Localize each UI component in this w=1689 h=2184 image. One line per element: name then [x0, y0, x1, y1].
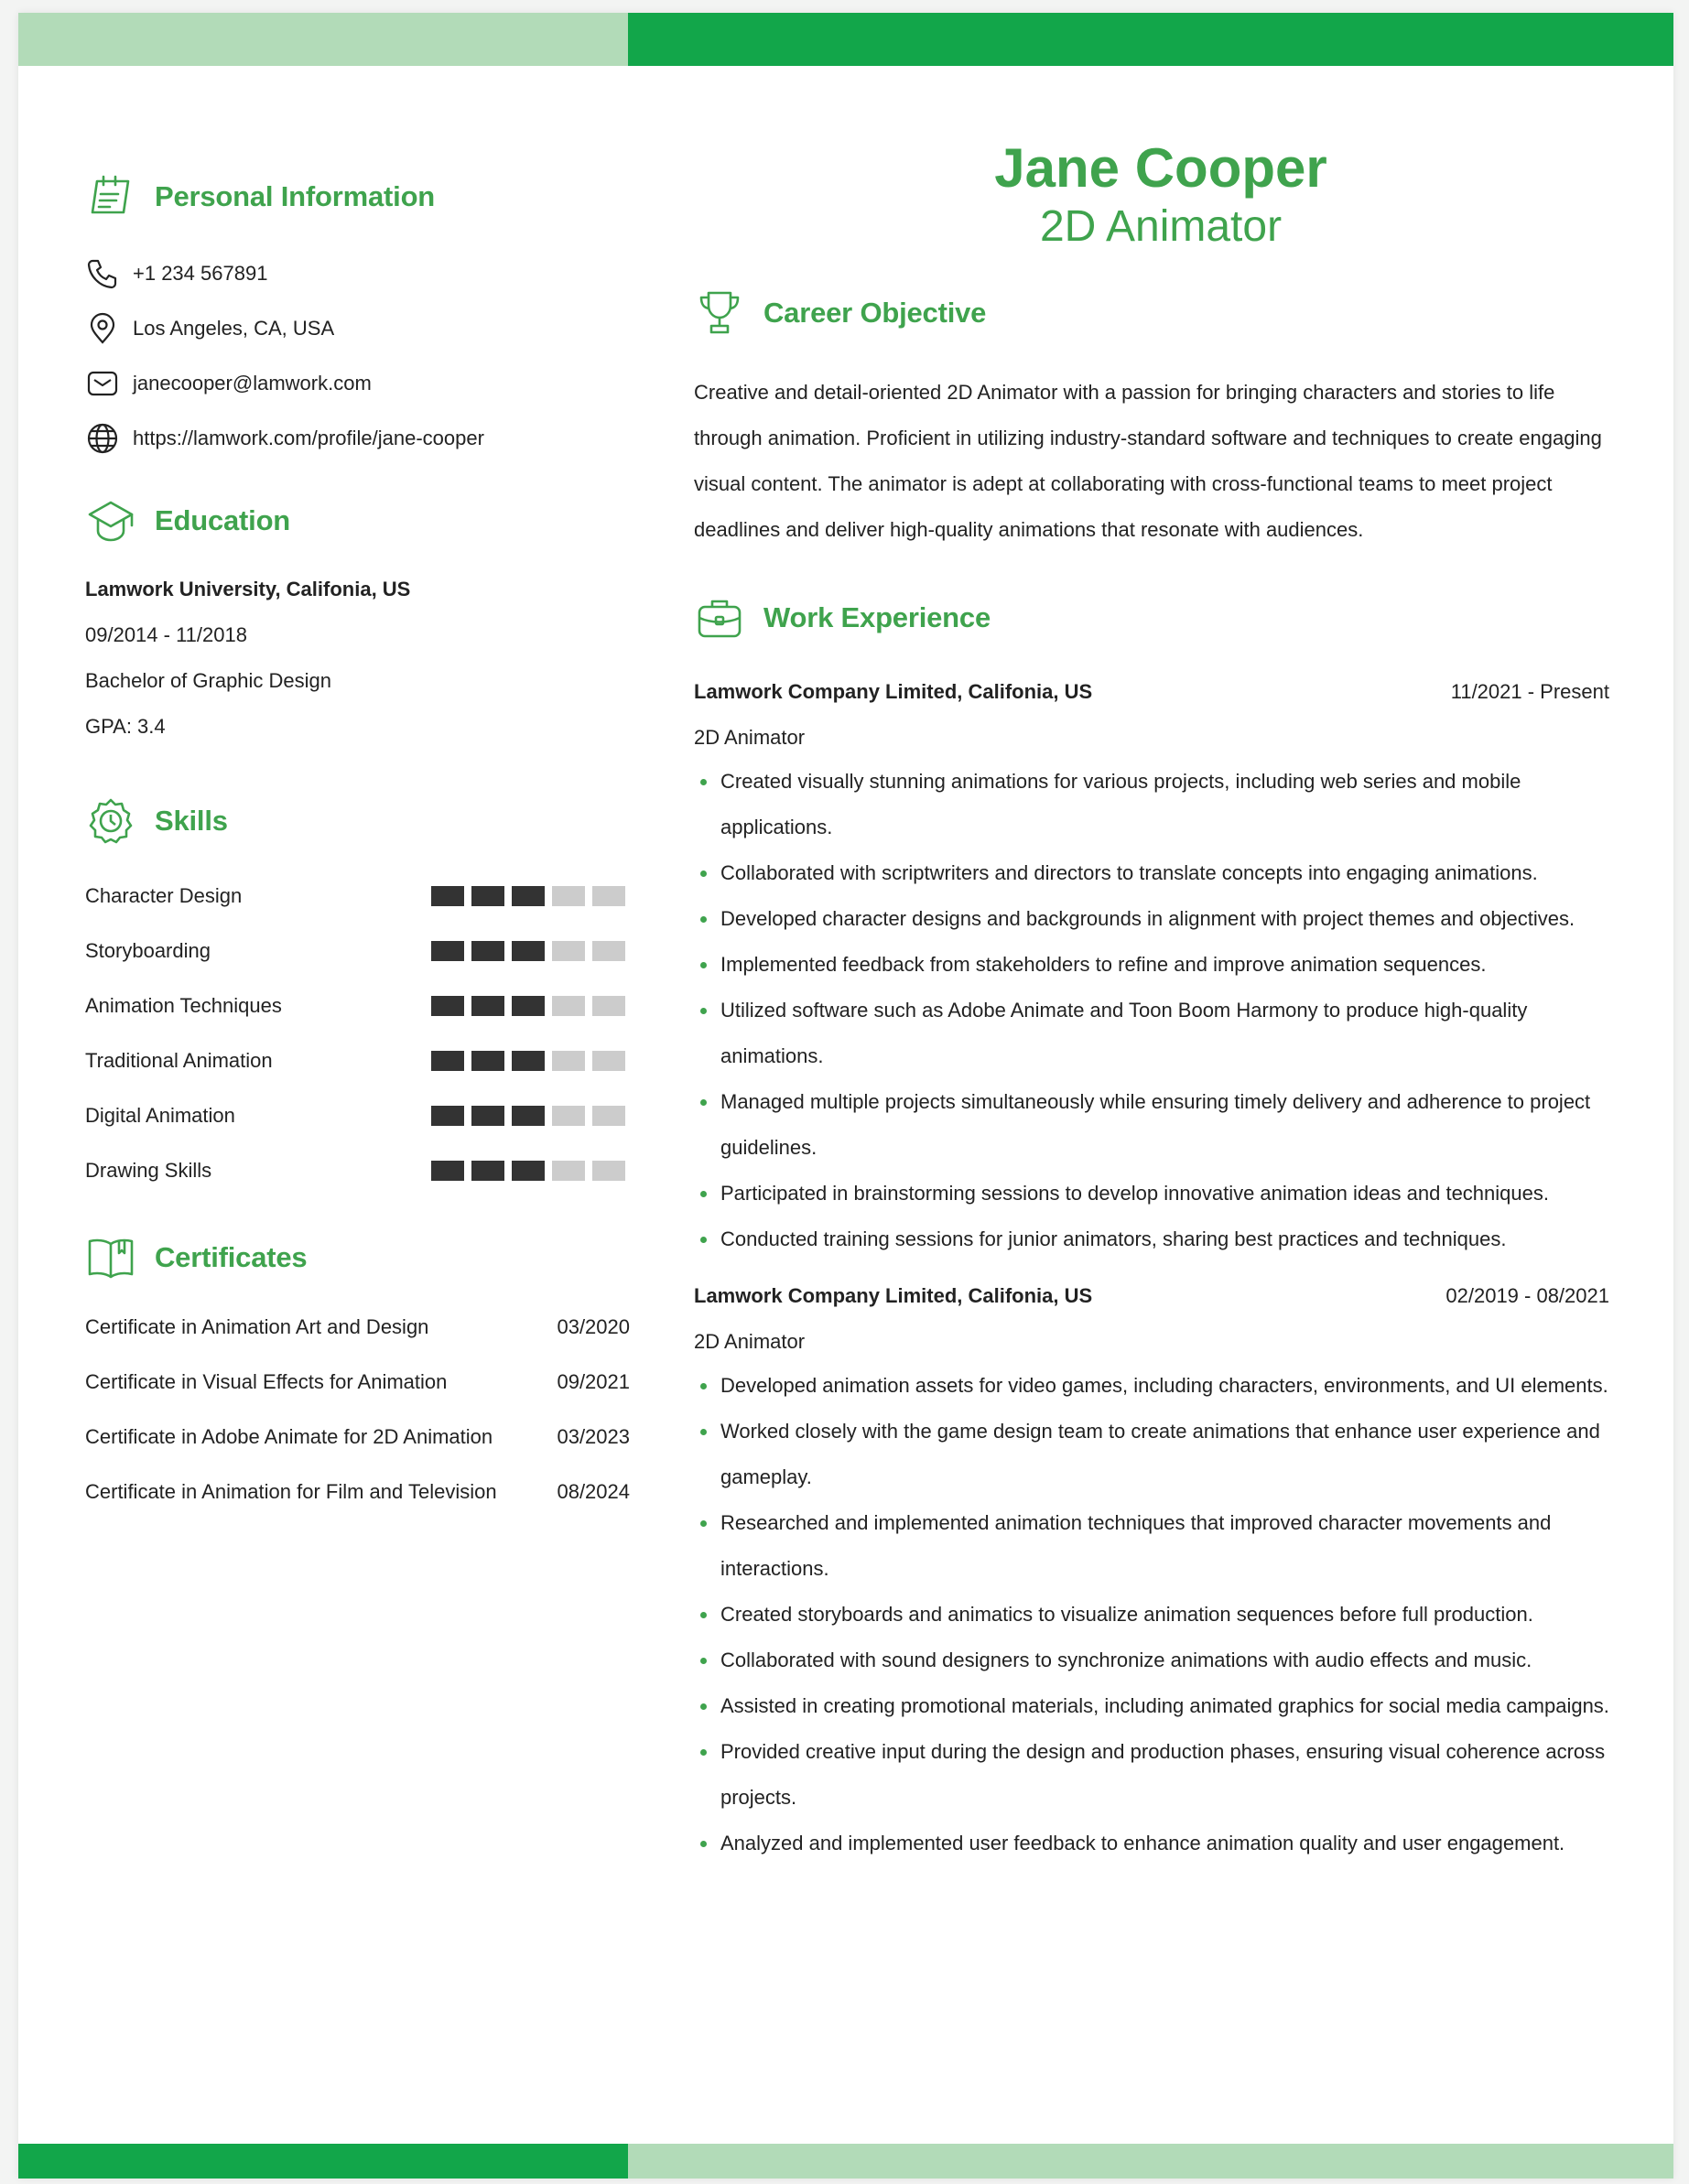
job-bullet-item: Collaborated with scriptwriters and directors to translate concepts into engaging animations.: [694, 850, 1609, 896]
skill-name: Drawing Skills: [85, 1159, 212, 1182]
certificate-date: 03/2023: [557, 1425, 630, 1448]
skill-row: [85, 988, 625, 1024]
work-experience-heading: [694, 592, 991, 643]
skill-level-segment: [592, 1161, 625, 1181]
skill-level-segment: [471, 1051, 504, 1071]
education-dates: 09/2014 - 11/2018: [85, 623, 247, 646]
certificate-date: 09/2021: [557, 1370, 630, 1393]
skill-level-segment: [512, 996, 545, 1016]
skill-row: [85, 1097, 625, 1134]
candidate-name: Jane Cooper: [994, 137, 1327, 199]
gear-icon: [85, 795, 136, 847]
education-degree: Bachelor of Graphic Design: [85, 669, 332, 692]
skill-level-segment: [552, 996, 585, 1016]
education-school: Lamwork University, Califonia, US: [85, 578, 411, 600]
skill-level-meter: [431, 1106, 625, 1126]
phone-icon: [85, 256, 120, 291]
bottom-band-light: [628, 2144, 1673, 2179]
skill-name: Character Design: [85, 884, 243, 907]
briefcase-icon: [694, 592, 745, 643]
certificate-row: [85, 1315, 630, 1339]
skill-level-segment: [431, 1051, 464, 1071]
job-bullet-item: Provided creative input during the design and production phases, ensuring visual coherence across projects.: [694, 1729, 1609, 1821]
certificate-name: Certificate in Adobe Animate for 2D Animation: [85, 1425, 493, 1448]
job-bullet-item: Collaborated with sound designers to synchronize animations with audio effects and music.: [694, 1638, 1609, 1683]
job-bullet-item: Developed animation assets for video games, including characters, environments, and UI elements.: [694, 1363, 1609, 1409]
skill-level-segment: [512, 886, 545, 906]
contact-location: [85, 311, 334, 346]
skill-level-segment: [592, 1051, 625, 1071]
job-bullet-item: Assisted in creating promotional materials, including animated graphics for social media campaigns.: [694, 1683, 1609, 1729]
certificate-row: [85, 1480, 630, 1504]
section-title: Work Experience: [763, 601, 991, 633]
skill-level-segment: [592, 996, 625, 1016]
candidate-title: 2D Animator: [1039, 202, 1283, 251]
skill-row: [85, 933, 625, 969]
skill-level-segment: [431, 886, 464, 906]
skill-level-segment: [431, 1106, 464, 1126]
skill-level-segment: [592, 886, 625, 906]
skill-level-segment: [471, 941, 504, 961]
email-link[interactable]: janecooper@lamwork.com: [133, 372, 372, 395]
job-header: [694, 680, 1609, 704]
skill-level-segment: [552, 1051, 585, 1071]
skill-level-meter: [431, 996, 625, 1016]
skill-level-segment: [431, 941, 464, 961]
personal-info-heading: [85, 171, 435, 222]
certificate-name: Certificate in Visual Effects for Animation: [85, 1370, 448, 1393]
top-band-light: [18, 13, 628, 66]
location-text: Los Angeles, CA, USA: [133, 317, 335, 340]
skill-row: [85, 1043, 625, 1079]
skills-heading: [85, 795, 228, 847]
skill-level-segment: [552, 1106, 585, 1126]
calendar-note-icon: [85, 171, 136, 222]
skill-level-meter: [431, 886, 625, 906]
career-objective-heading: [694, 287, 986, 339]
job-bullet-item: Developed character designs and backgrounds in alignment with project themes and objectives.: [694, 896, 1609, 942]
job-bullet-item: Researched and implemented animation techniques that improved character movements and interactions.: [694, 1500, 1609, 1592]
skill-name: Animation Techniques: [85, 994, 282, 1017]
skill-level-segment: [552, 886, 585, 906]
job-bullet-item: Worked closely with the game design team to create animations that enhance user experience and gameplay.: [694, 1409, 1609, 1500]
job-bullet-item: Implemented feedback from stakeholders to refine and improve animation sequences.: [694, 942, 1609, 988]
skill-level-segment: [552, 1161, 585, 1181]
job-bullet-item: Participated in brainstorming sessions to develop innovative animation ideas and techniques.: [694, 1171, 1609, 1216]
job-bullet-item: Created storyboards and animatics to visualize animation sequences before full production.: [694, 1592, 1609, 1638]
phone-text: +1 234 567891: [133, 262, 268, 285]
skill-name: Digital Animation: [85, 1104, 235, 1127]
career-objective-text: Creative and detail-oriented 2D Animator with a passion for bringing characters and stories to life through animation. Proficient in utilizing industry-standard software and techniques to create engaging visual content. The animator is adept at collaborating with cross-functional teams to meet project deadlines and deliver high-quality animations that resonate with audiences.: [694, 381, 1602, 541]
education-heading: [85, 495, 290, 546]
location-pin-icon: [85, 311, 120, 346]
job-role: 2D Animator: [694, 726, 806, 749]
skill-level-meter: [431, 941, 625, 961]
job-dates: 02/2019 - 08/2021: [1445, 1284, 1609, 1307]
section-title: Certificates: [155, 1241, 308, 1273]
contact-email: [85, 366, 372, 401]
skill-level-meter: [431, 1051, 625, 1071]
skill-level-meter: [431, 1161, 625, 1181]
skill-level-segment: [471, 996, 504, 1016]
skill-level-segment: [592, 1106, 625, 1126]
certificate-name: Certificate in Animation for Film and Television: [85, 1480, 497, 1503]
resume-page: [18, 13, 1673, 2179]
section-title: Career Objective: [763, 297, 987, 329]
job-company: Lamwork Company Limited, Califonia, US: [694, 1284, 1093, 1307]
skill-level-segment: [512, 1106, 545, 1126]
mail-icon: [85, 366, 120, 401]
certificate-name: Certificate in Animation Art and Design: [85, 1315, 429, 1338]
skill-level-segment: [431, 1161, 464, 1181]
skill-level-segment: [471, 1161, 504, 1181]
skill-level-segment: [512, 1051, 545, 1071]
contact-phone: [85, 256, 267, 291]
job-bullets: [694, 1363, 1609, 1866]
job-header: [694, 1284, 1609, 1308]
skill-row: [85, 878, 625, 914]
globe-icon: [85, 421, 120, 456]
skill-name: Traditional Animation: [85, 1049, 273, 1072]
job-bullet-item: Created visually stunning animations for various projects, including web series and mobile applications.: [694, 759, 1609, 850]
section-title: Education: [155, 504, 291, 536]
skill-level-segment: [512, 941, 545, 961]
bottom-band-dark: [18, 2144, 628, 2179]
website-link[interactable]: https://lamwork.com/profile/jane-cooper: [133, 427, 484, 449]
job-company: Lamwork Company Limited, Califonia, US: [694, 680, 1093, 703]
certificate-row: [85, 1425, 630, 1449]
job-bullet-item: Analyzed and implemented user feedback to enhance animation quality and user engagement.: [694, 1821, 1609, 1866]
skill-level-segment: [471, 886, 504, 906]
trophy-icon: [694, 287, 745, 339]
contact-website: [85, 421, 484, 456]
section-title: Skills: [155, 805, 228, 837]
education-gpa: GPA: 3.4: [85, 715, 166, 738]
job-bullets: [694, 759, 1609, 1262]
skill-level-segment: [592, 941, 625, 961]
skill-level-segment: [552, 941, 585, 961]
skill-level-segment: [431, 996, 464, 1016]
job-bullet-item: Managed multiple projects simultaneously while ensuring timely delivery and adherence to project guidelines.: [694, 1079, 1609, 1171]
skill-name: Storyboarding: [85, 939, 211, 962]
section-title: Personal Information: [155, 180, 436, 212]
top-band-dark: [628, 13, 1673, 66]
job-role: 2D Animator: [694, 1330, 806, 1353]
certificates-heading: [85, 1232, 307, 1283]
skill-row: [85, 1152, 625, 1189]
open-book-icon: [85, 1232, 136, 1283]
certificate-row: [85, 1370, 630, 1394]
job-bullet-item: Conducted training sessions for junior animators, sharing best practices and techniques.: [694, 1216, 1609, 1262]
skill-level-segment: [471, 1106, 504, 1126]
certificate-date: 03/2020: [557, 1315, 630, 1338]
certificate-date: 08/2024: [557, 1480, 630, 1503]
job-dates: 11/2021 - Present: [1450, 680, 1609, 703]
job-bullet-item: Utilized software such as Adobe Animate and Toon Boom Harmony to produce high-quality animations.: [694, 988, 1609, 1079]
skill-level-segment: [512, 1161, 545, 1181]
graduation-cap-icon: [85, 495, 136, 546]
